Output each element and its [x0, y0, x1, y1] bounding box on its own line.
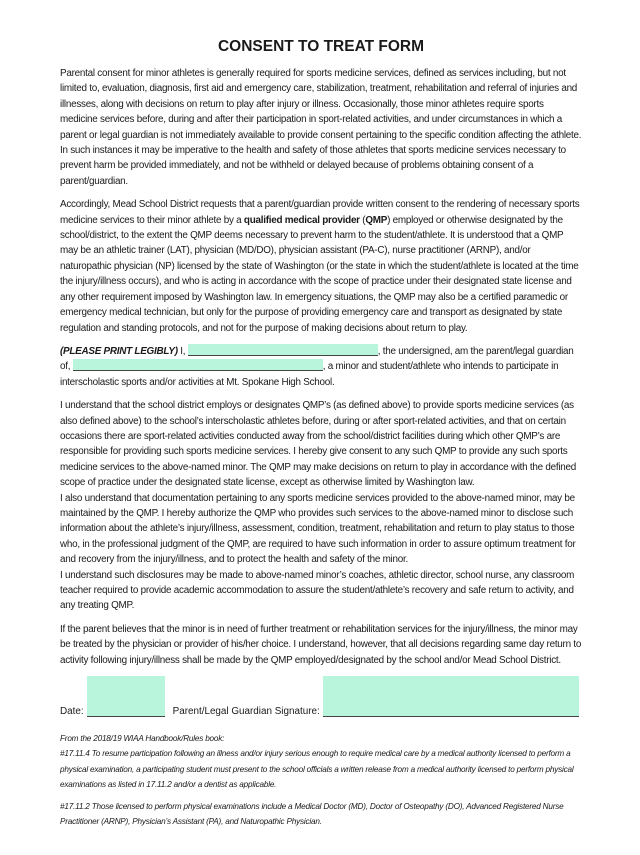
qmp-text: ( — [359, 214, 366, 226]
statement-text: I, — [177, 345, 188, 357]
date-field[interactable] — [87, 676, 165, 717]
treatment-paragraph: If the parent believes that the minor is in need of further treatment or rehabilitation services for the injury/illness, the minor may be treated by the physician or provider of his/her choice. I understand, however, that all decisions regarding same day return to activity following injury/illness shall be made by the QMP employed/designated by the school and/or Mead School District. — [60, 623, 582, 666]
qmp-text: Accordingly, Mead School District requests that a parent/guardian provide written consent to the rendering of necessary sports medicine services to their minor athlete by a — [60, 199, 580, 226]
print-legibly-label: (PLEASE PRINT LEGIBLY) — [60, 345, 178, 357]
qmp-term: qualified medical provider — [243, 214, 360, 226]
athlete-name-field[interactable] — [73, 359, 323, 371]
consent-text: I understand that the school district employs or designates QMP’s (as defined above) to provide sports medicine services (as also defined above) to the school’s interscholastic athletes before, during or after sport-related activities, and that on certain occasions there are sport-related activities conducted away from the school/district facilities during which other QMP’s are responsible for providing such sports medicine services. I hereby give consent to any such QMP to provide any such sports medicine services to the above-named minor. The QMP may make decisions on return to play in accordance with the defined scope of practice under the designated state license, except as otherwise limited by Washington law. — [60, 400, 577, 489]
date-label: Date: — [60, 706, 84, 718]
page-title: CONSENT TO TREAT FORM — [217, 38, 425, 55]
statement-text: , the undersigned, am the parent/legal guardian of, — [60, 345, 574, 373]
qmp-text: ) employed or otherwise designated by the school/district, to the extent the QMP deems necessary to prevent harm to the student/athlete. It is understood that a QMP may be an athletic trainer (LAT), physician (MD/DO), physician assistant (PA-C), nurse practitioner (ARNP), and/or naturopathic physician (NP) licensed by the state of Washington (or the state in which the student/athlete is located at the time the injury/illness occurs), and who is acting in accordance with the scope of practice under their designated state license and any other requirement imposed by Washington law. In emergency situations, the QMP may also be a certified paramedic or emergency medical technician, but only for the purpose of providing emergency care and transport as designated by state regulation and standing protocols, and not for the purpose of making decisions about return to play. — [60, 214, 579, 334]
guardian-statement — [60, 344, 582, 390]
disclosure-text: I understand such disclosures may be made to above-named minor’s coaches, athletic director, school nurse, any classroom teacher required to provide academic accommodation to assure the student/athlete’s recovery and safe return to activity, and any treating QMP. — [60, 569, 575, 612]
wiaa-footnote — [60, 731, 582, 793]
signature-field[interactable] — [323, 676, 579, 717]
documentation-text: I also understand that documentation pertaining to any sports medicine services provided to the above-named minor, may be maintained by the QMP. I hereby authorize the QMP who provides such services to the above-named minor to disclose such information about the athlete’s injury/illness, assessment, condition, treatment, rehabilitation and return to play status to those who, in the professional judgment of the QMP, are required to have such information in order to assure optimum treatment for and recovery from the injury/illness, and to protect the health and safety of the minor. — [60, 492, 576, 566]
intro-paragraph: Parental consent for minor athletes is generally required for sports medicine services, defined as services including, but not limited to, evaluation, diagnosis, first aid and emergency care, stabilization, treatment, rehabilitation and referral of injuries and illnesses, along with decisions on return to play after injury or illness. Occasionally, those minor athletes require sports medicine services before, during and after their participation in sport-related activities, and under circumstances in which a parent or legal guardian is not immediately available to provide consent pertaining to the specific condition affecting the athlete. In such instances it may be imperative to the health and safety of those athletes that sports medicine services necessary to prevent harm be provided immediately, and not be withheld or delayed because of problems obtaining consent of a parent/guardian. — [60, 68, 582, 187]
statement-text: , a minor and student/athlete who intends to participate in interscholastic sports and/or activities at Mt. Spokane High School. — [60, 361, 559, 388]
signature-label: Parent/Legal Guardian Signature: — [172, 706, 320, 718]
footnote-rule-17-11-4: #17.11.4 To resume participation following an illness and/or injury serious enough to require medical care by a medical authority licensed to perform a physical examination, a participating student must present to the school officials a written release from a medical authority licensed to perform physical examinations as listed in 17.11.2 and/or a dentist as applicable. — [60, 749, 574, 790]
qmp-paragraph — [60, 197, 582, 336]
footnote-source: From the 2018/19 WIAA Handbook/Rules book: — [60, 734, 225, 744]
signature-row — [60, 676, 582, 717]
guardian-name-field[interactable] — [188, 344, 378, 356]
footnote-rule-17-11-2: #17.11.2 Those licensed to perform physical examinations include a Medical Doctor (MD), Doctor of Osteopathy (DO), Advanced Registered Nurse Practitioner (ARNP), Physician’s Assistant (PA), and Naturopathic Physician. — [60, 801, 564, 827]
consent-paragraph — [60, 398, 582, 614]
qmp-abbr: QMP — [365, 214, 388, 226]
